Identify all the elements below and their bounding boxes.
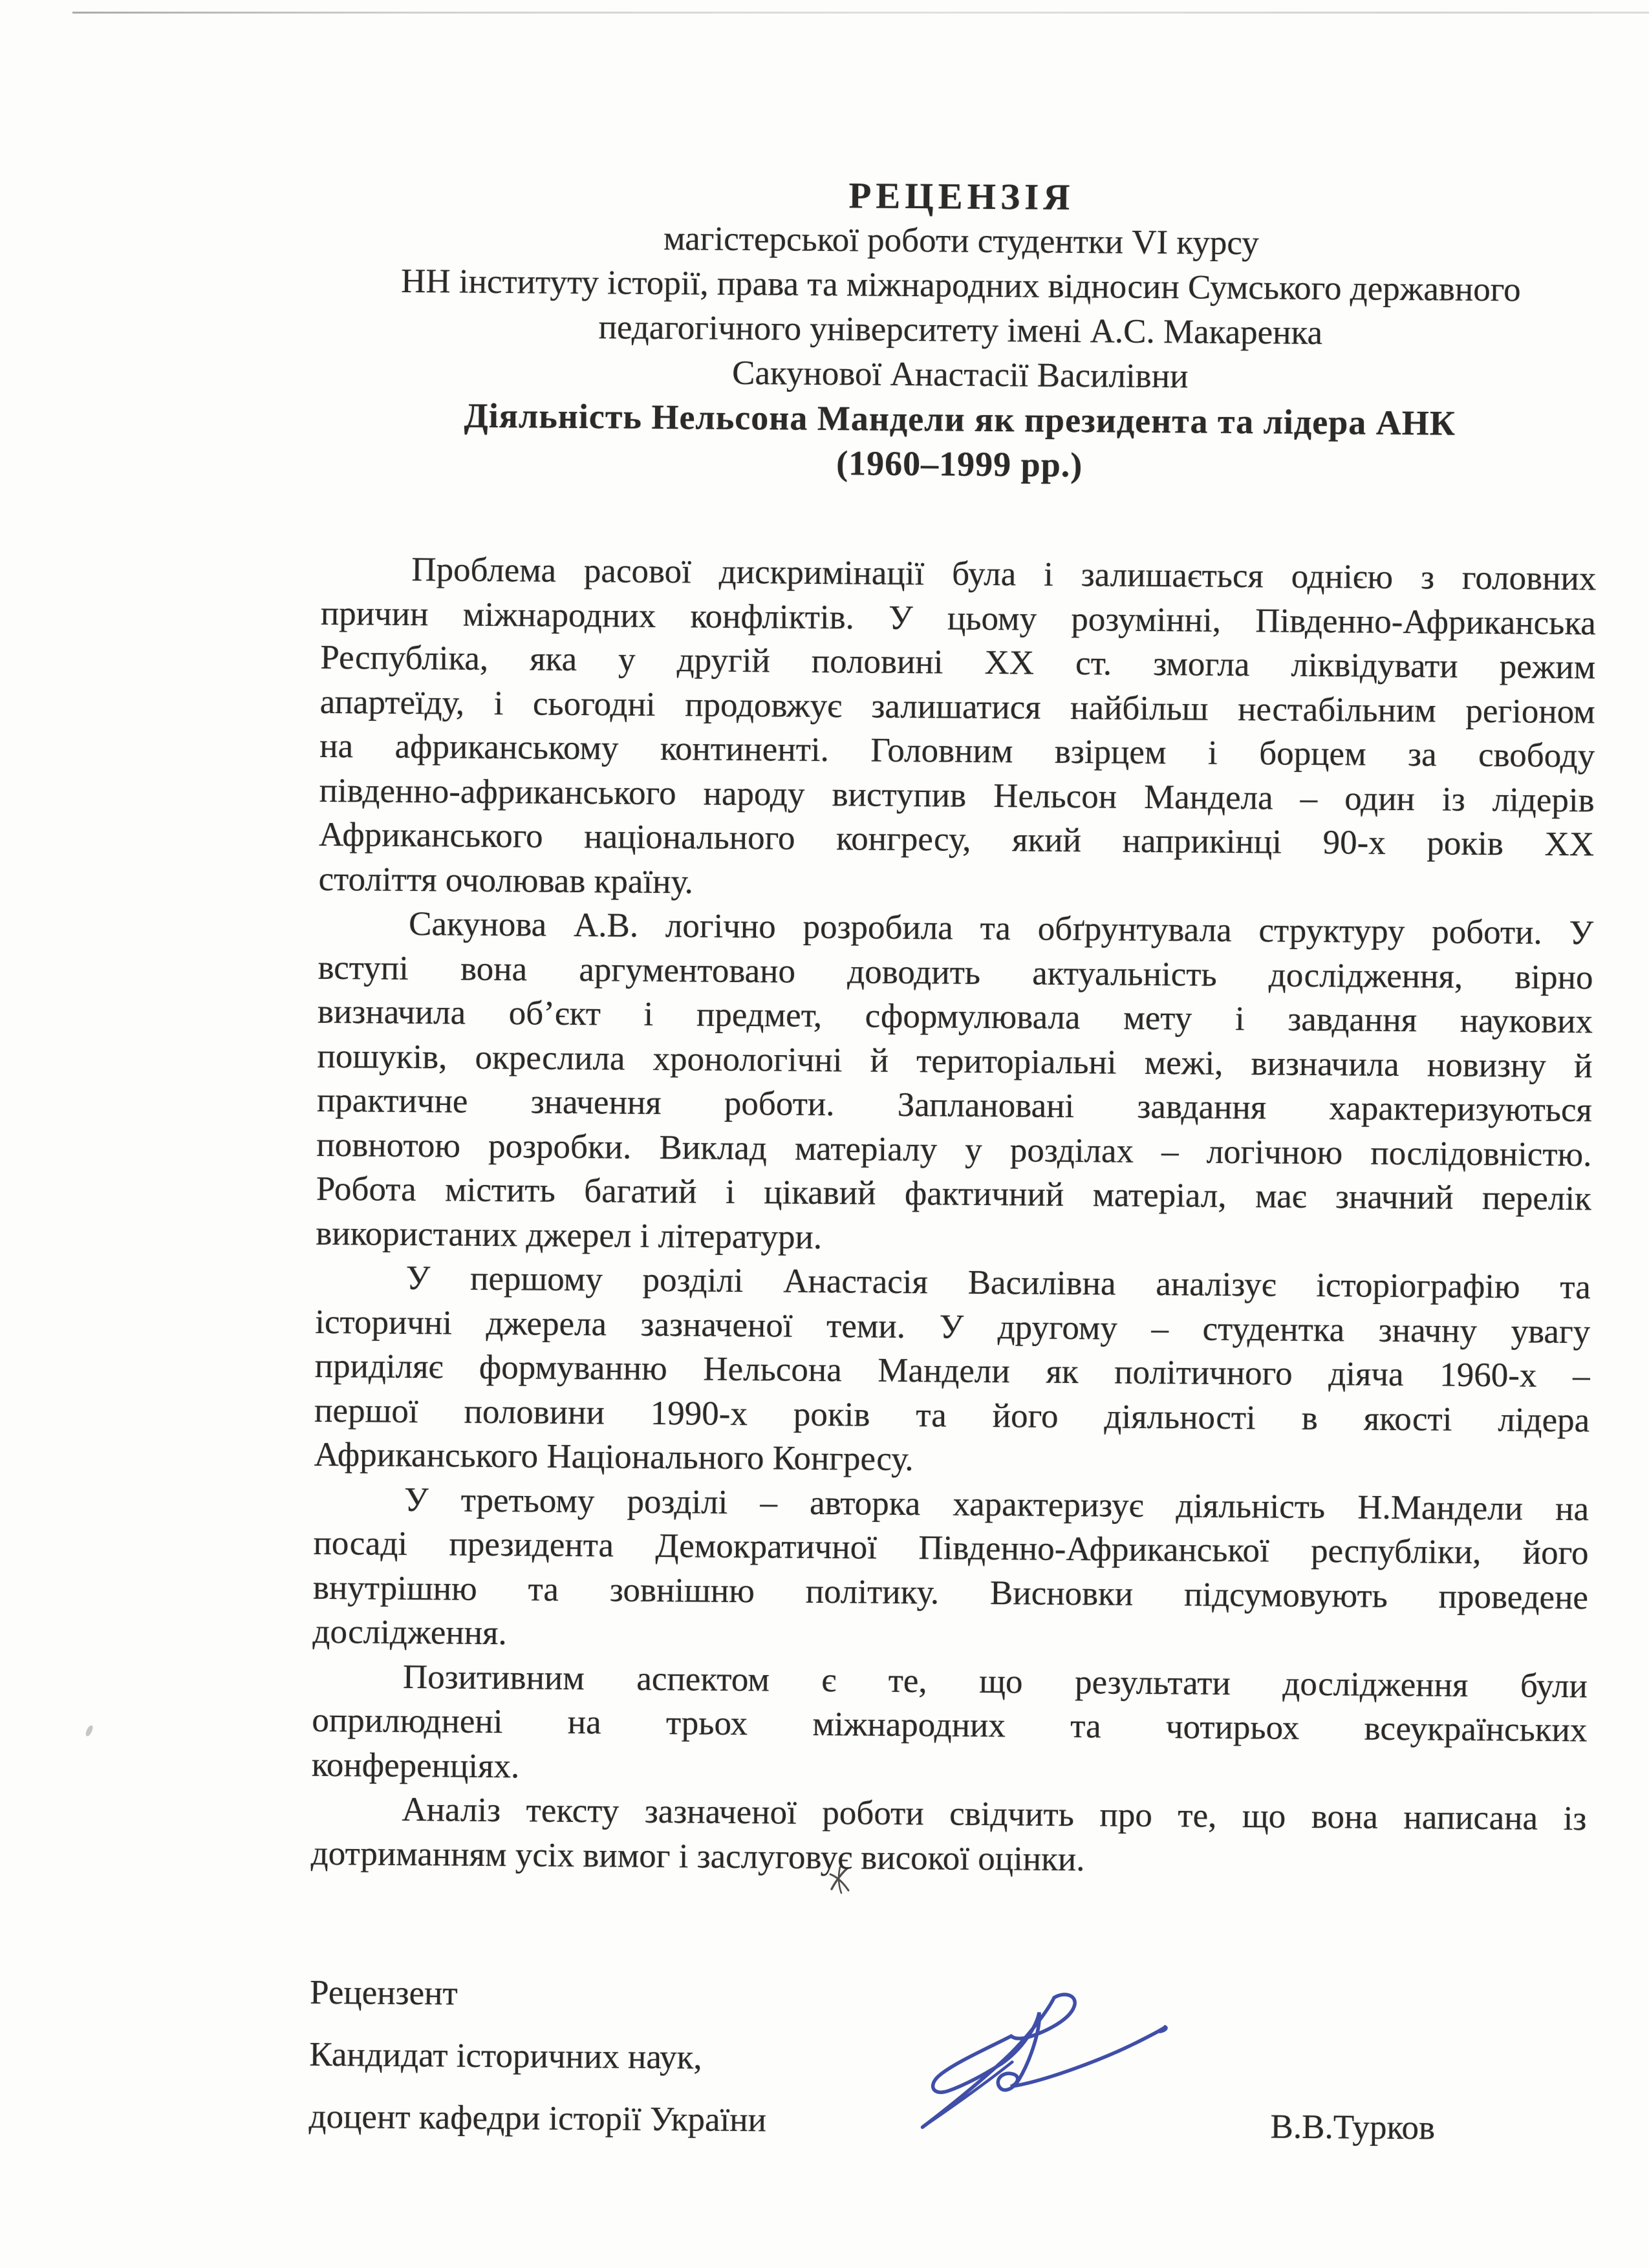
text-line: приділяє формуванню Нельсона Мандели як політичного діяча 1960-х – [314, 1347, 1590, 1395]
text-line: Аналіз тексту зазначеної роботи свідчить про те, що вона написана із [402, 1790, 1587, 1838]
text-line: внутрішню та зовнішню політику. Висновки підсумовують проведене [312, 1568, 1589, 1616]
text-line: дослідження. [312, 1612, 507, 1653]
text-line: південно-африканського народу виступив Нельсон Мандела – один із лідерів [319, 771, 1595, 819]
text-line: визначила об’єкт і предмет, сформулювала мету і завдання наукових [317, 992, 1593, 1041]
text-line: Позитивним аспектом є те, що результати дослідження були [402, 1658, 1588, 1705]
handwritten-signature-icon [913, 1989, 1187, 2204]
text-line: практичне значення роботи. Заплановані завдання характеризуються [316, 1081, 1593, 1129]
text-line: Африканського Національного Конгресу. [314, 1435, 914, 1479]
text-line: У третьому розділі – авторка характеризує діяльність Н.Мандели на [404, 1481, 1590, 1528]
text-line: Африканського національного конгресу, який наприкінці 90-х років ХХ [318, 815, 1595, 864]
text-line: апартеїду, і сьогодні продовжує залишатися найбільш нестабільним регіоном [319, 683, 1595, 731]
text-line: дотриманням усіх вимог і заслуговує високої оцінки. [310, 1834, 1085, 1878]
text-line: Республіка, яка у другій половині ХХ ст. змогла ліквідувати режим [320, 638, 1596, 687]
paragraph [318, 547, 1596, 911]
document-header [321, 169, 1599, 491]
signature-block [308, 1962, 1585, 2256]
paragraph [312, 1477, 1589, 1664]
text-line: першої половини 1990-х років та його діяльності в якості лідера [314, 1391, 1590, 1439]
text-line: повнотою розробки. Виклад матеріалу у розділах – логічною послідовністю. [316, 1126, 1592, 1173]
paragraph [314, 1256, 1591, 1487]
document-title: РЕЦЕНЗІЯ [848, 175, 1075, 218]
text-line: причин міжнародних конфліктів. У цьому розумінні, Південно-Африканська [320, 594, 1597, 642]
ink-smudge-artifact [828, 1866, 851, 1894]
thesis-title: Діяльність Нельсона Мандели як президента та лідера АНК [464, 396, 1456, 443]
paragraph [311, 1787, 1587, 1885]
body-paragraphs [311, 547, 1597, 1885]
reviewer-label: Рецензент [309, 1973, 458, 2013]
thesis-years: (1960–1999 рр.) [835, 444, 1083, 485]
text-line: оприлюднені на трьох міжнародних та чотирьох всеукраїнських [312, 1701, 1588, 1749]
text-line: У першому розділі Анастасія Василівна аналізує історіографію та [405, 1259, 1591, 1307]
text-line: посаді президента Демократичної Південно-Африканської республіки, його [313, 1524, 1589, 1572]
paragraph [312, 1654, 1588, 1797]
text-line: пошуків, окреслила хронологічні й територіальні межі, визначила новизну й [317, 1037, 1593, 1085]
reviewer-name: В.В.Турков [1270, 2108, 1436, 2147]
header-subtitle-lines [323, 214, 1599, 402]
text-line: на африканському континенті. Головним взірцем і борцем за свободу [319, 727, 1595, 775]
text-line: Робота містить багатий і цікавий фактичний матеріал, має значний перелік [316, 1170, 1592, 1218]
text-line: історичні джерела зазначеної теми. У другому – студентка значну увагу [315, 1303, 1591, 1351]
text-line: вступі вона аргументовано доводить актуальність дослідження, вірно [318, 948, 1593, 996]
text-line: конференціях. [311, 1746, 520, 1785]
text-line: використаних джерел і літератури. [316, 1214, 823, 1256]
reviewer-degree: Кандидат історичних наук, [309, 2035, 702, 2077]
text-line: Сакунова А.В. логічно розробила та обґрунтувала структуру роботи. У [408, 904, 1594, 952]
reviewer-position: доцент кафедри історії України [308, 2097, 767, 2139]
header-subtitle-line: НН інституту історії, права та міжнародних відносин Сумського державного [400, 262, 1521, 309]
text-line: Проблема расової дискримінації була і залишається однією з головних [411, 550, 1597, 598]
header-subtitle-line: магістерської роботи студентки VI курсу [663, 220, 1259, 262]
paragraph [316, 901, 1593, 1265]
text-line: століття очолював країну. [318, 860, 694, 901]
header-subtitle-line: педагогічного університету імені А.С. Макаренка [598, 308, 1323, 352]
header-subtitle-line: Сакунової Анастасії Василівни [731, 354, 1189, 396]
